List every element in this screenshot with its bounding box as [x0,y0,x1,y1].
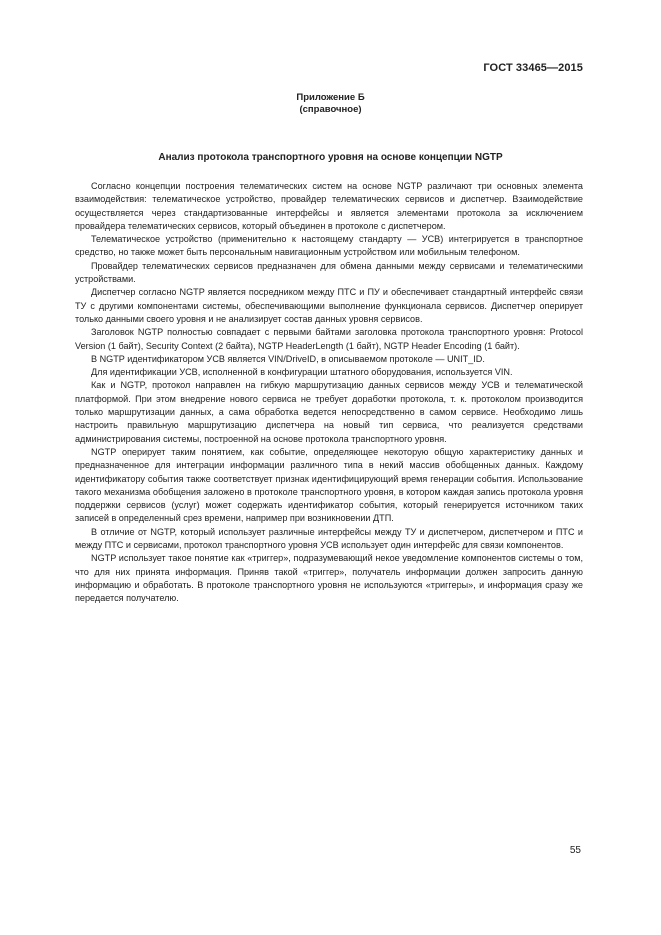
paragraph: Провайдер телематических сервисов предназначен для обмена данными между сервисами и телематическими устройствами. [75,260,583,285]
paragraph: Телематическое устройство (применительно к настоящему стандарту — УСВ) интегрируется в транспортное средство, но также может быть персональным навигационным устройством или мобильным телефоном. [75,234,583,258]
appendix-type: (справочное) [299,104,362,115]
section-title: Анализ протокола транспортного уровня на основе концепции NGTP [158,152,503,163]
page-number: 55 [569,845,581,856]
paragraph: NGTP оперирует таким понятием, как событие, определяющее некоторую общую характеристику данных и предназначенное для интеграции информации различного типа в некий массив обобщенных данных. Каждому идентификатору события также соответствует признак идентифицирующий время генерации события. Использование такого механизма обобщения заложено в протоколе транспортного уровня, в котором каждая запись протокола уровня поддержки сервисов (услуг) может содержать идентификатор события, который генерируется источником таких записей в определенный срез времени, например при возникновении ДТП. [75,446,583,524]
paragraph: В NGTP идентификатором УСВ является VIN/DriveID, в описываемом протоколе — UNIT_ID. [91,353,485,364]
appendix-label: Приложение Б [296,92,365,103]
paragraph: Заголовок NGTP полностью совпадает с первыми байтами заголовка протокола транспортного уровня: Protocol Version (1 байт), Security Context (2 байта), NGTP HeaderLength (1 байт), NGTP Header Encoding (1 байт). [75,327,583,351]
paragraph: Для идентификации УСВ, исполненной в конфигурации штатного оборудования, используется VIN. [91,367,513,378]
appendix-heading [0,92,661,116]
body-text [75,180,583,606]
paragraph: Согласно концепции построения телематических систем на основе NGTP различают три основных элемента взаимодействия: телематическое устройство, провайдер телематических сервисов и диспетчер. Взаимодействие осуществляется через стандартизованные интерфейсы и является элементами протокола за исключением провайдера телематических сервисов, который объединен в протоколе с диспетчером. [75,181,583,231]
paragraph: Диспетчер согласно NGTP является посредником между ПТС и ПУ и обеспечивает стандартный интерфейс связи ТУ с другими компонентами системы, обеспечивающими выполнение функционала сервисов. Диспетчер оперирует только данными своего уровня и не анализирует состав данных уровня сервисов. [75,287,583,324]
document-code: ГОСТ 33465—2015 [483,62,583,74]
paragraph: В отличие от NGTP, который использует различные интерфейсы между ТУ и диспетчером, диспетчером и ПТС и между ПТС и сервисами, протокол транспортного уровня УСВ использует один интерфейс для связи компонентов. [75,526,583,551]
paragraph: Как и NGTP, протокол направлен на гибкую маршрутизацию данных сервисов между УСВ и телематической платформой. При этом внедрение нового сервиса не требует доработки протокола, т. к. протоколом производится только маршрутизации данных, а сама обработка ведется непосредственно в самом сервисе. Необходимо лишь настроить правильную маршрутизацию диспетчера на новый тип сервиса, что реализуется средствами администрирования системы, построенной на основе протокола транспортного уровня. [75,380,583,444]
paragraph: NGTP использует такое понятие как «триггер», подразумевающий некое уведомление компонентов системы о том, что для них принята информация. Приняв такой «триггер», получатель информации должен запросить данную информацию и обработать. В протоколе транспортного уровня не используются «триггеры», и информация сразу же передается получателю. [75,553,583,604]
